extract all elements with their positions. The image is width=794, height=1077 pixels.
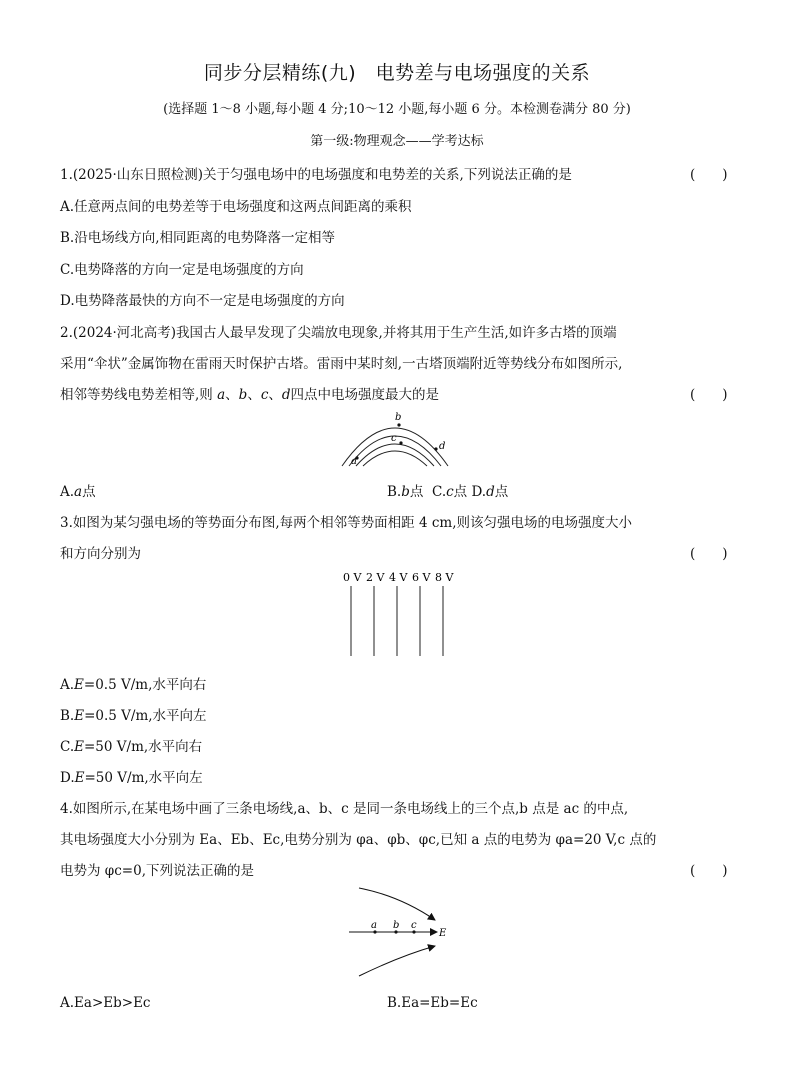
- point-d: [434, 447, 437, 450]
- q1-stem: 1.(2025·山东日照检测)关于匀强电场中的电场强度和电势差的关系,下列说法正确的是: [60, 167, 572, 183]
- q4-stem-line1: 4.如图所示,在某电场中画了三条电场线,a、b、c 是同一条电场线上的三个点,b 点是 ac 的中点,: [60, 801, 629, 817]
- q4-option-a: A.Ea>Eb>Ec: [60, 995, 151, 1011]
- q3-stem-line2: 和方向分别为: [60, 546, 141, 562]
- q3-answer-paren: ( ): [690, 546, 728, 562]
- potential-label-8: 8 V: [435, 571, 454, 584]
- label-d: d: [439, 441, 446, 452]
- q2-stem-line1: 2.(2024·河北高考)我国古人最早发现了尖端放电现象,并将其用于生产生活,如许多古塔的顶端: [60, 325, 617, 341]
- q3-option-b: B.E=0.5 V/m,水平向左: [60, 708, 207, 724]
- equipotential-line-3: [356, 444, 434, 466]
- label-a: a: [371, 920, 377, 931]
- q3-equipotential-surfaces-figure: [340, 568, 460, 660]
- q2-option-a: A.a点: [60, 484, 96, 500]
- point-b: [397, 423, 400, 426]
- q1-option-d: D.电势降落最快的方向不一定是电场强度的方向: [60, 293, 345, 309]
- q2-equipotential-figure: [330, 406, 460, 468]
- field-line-upper: [359, 888, 435, 920]
- label-b: b: [395, 412, 402, 423]
- label-b: b: [393, 920, 400, 931]
- q1-option-c: C.电势降落的方向一定是电场强度的方向: [60, 262, 304, 278]
- label-c: c: [391, 433, 397, 444]
- q2-answer-paren: ( ): [690, 387, 728, 403]
- label-E: E: [439, 928, 447, 939]
- exam-instructions: (选择题 1～8 小题,每小题 4 分;10～12 小题,每小题 6 分。本检测卷满分 80 分): [163, 102, 631, 117]
- q4-stem-line3: 电势为 φc=0,下列说法正确的是: [60, 863, 254, 879]
- q1-answer-paren: ( ): [690, 167, 728, 183]
- label-a: a: [351, 456, 357, 467]
- q2-stem-line2: 采用“伞状”金属饰物在雷雨天时保护古塔。雷雨中某时刻,一古塔顶端附近等势线分布如图所示,: [60, 356, 623, 372]
- point-c: [399, 441, 402, 444]
- q2-stem-line3: 相邻等势线电势差相等,则 a、b、c、d四点中电场强度最大的是: [60, 387, 440, 403]
- q4-electric-field-lines-figure: [345, 884, 455, 980]
- equipotential-line-4: [363, 451, 427, 466]
- q4-answer-paren: ( ): [690, 863, 728, 879]
- potential-label-2: 2 V: [366, 571, 385, 584]
- potential-label-0: 0 V: [343, 571, 362, 584]
- q3-option-a: A.E=0.5 V/m,水平向右: [60, 677, 207, 693]
- level-heading: 第一级:物理观念——学考达标: [310, 134, 484, 149]
- q3-option-d: D.E=50 V/m,水平向左: [60, 770, 203, 786]
- page-title: 同步分层精练(九) 电势差与电场强度的关系: [203, 62, 591, 84]
- potential-label-4: 4 V: [389, 571, 408, 584]
- q1-option-a: A.任意两点间的电势差等于电场强度和这两点间距离的乘积: [60, 199, 412, 215]
- q4-option-b: B.Ea=Eb=Ec: [387, 995, 478, 1011]
- q4-stem-line2: 其电场强度大小分别为 Ea、Eb、Ec,电势分别为 φa、φb、φc,已知 a 点的电势为 φa=20 V,c 点的: [60, 832, 657, 848]
- potential-label-6: 6 V: [412, 571, 431, 584]
- q3-option-c: C.E=50 V/m,水平向右: [60, 739, 203, 755]
- label-c: c: [411, 920, 417, 931]
- q3-stem-line1: 3.如图为某匀强电场的等势面分布图,每两个相邻等势面相距 4 cm,则该匀强电场的电场强度大小: [60, 515, 632, 531]
- field-line-lower: [359, 946, 435, 976]
- q1-option-b: B.沿电场线方向,相同距离的电势降落一定相等: [60, 230, 336, 246]
- q2-options-bcd: B.b点 C.c点 D.d点: [387, 484, 509, 500]
